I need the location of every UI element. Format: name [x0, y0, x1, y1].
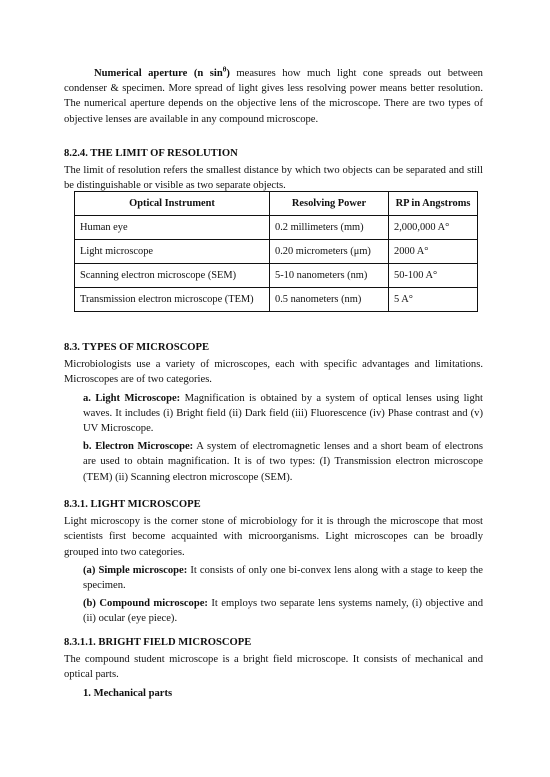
section-paragraph: The compound student microscope is a bright field microscope. It consists of mechanical and optical parts.	[64, 654, 483, 681]
list-item: a. Light Microscope: Magnification is obtained by a system of optical lenses using light waves. It includes (i) Bright field (ii) Dark field (iii) Fluorescence (iv) Phase contrast and (v) UV Microscope.	[83, 392, 483, 435]
table-cell: 2000 A°	[389, 240, 478, 264]
table-cell: 50-100 A°	[389, 264, 478, 288]
section-paragraph: The limit of resolution refers the smallest distance by which two objects can be separated and still be distinguishable or visible as two separate objects.	[64, 165, 483, 192]
table-cell: 0.5 nanometers (nm)	[270, 288, 389, 312]
intro-paragraph: Numerical aperture (n $\sin^\theta$) measures how much light cone spreads out between condenser & specimen. More spread of light gives less resolving power means better resolution. The numerical aperture depends on the objective lens of the microscope. There are two types of objective lenses are available in any compound microscope.	[64, 65, 483, 125]
section-heading: 8.3.1.1. BRIGHT FIELD MICROSCOPE	[64, 637, 252, 648]
table-row	[75, 216, 478, 240]
numerical-aperture-term: Numerical aperture (n $\sin^\theta$)	[94, 65, 230, 79]
table-row	[75, 264, 478, 288]
table-row	[75, 240, 478, 264]
column-header: Resolving Power	[270, 192, 389, 216]
list-item: (b) Compound microscope: It employs two separate lens systems namely, (i) objective and (ii) ocular (eye piece).	[83, 598, 483, 625]
table-cell: 5-10 nanometers (nm)	[270, 264, 389, 288]
section-8-3	[64, 340, 483, 485]
section-heading: 8.3.1. LIGHT MICROSCOPE	[64, 499, 201, 510]
table-header-row	[75, 192, 478, 216]
section-paragraph: Microbiologists use a variety of microscopes, each with specific advantages and limitations. Microscopes are of two categories.	[64, 359, 483, 386]
column-header: Optical Instrument	[75, 192, 270, 216]
table-row	[75, 288, 478, 312]
section-heading: 8.3. TYPES OF MICROSCOPE	[64, 342, 210, 353]
table-cell: 5 A°	[389, 288, 478, 312]
table-cell: Light microscope	[75, 240, 270, 264]
section-heading: 8.2.4. THE LIMIT OF RESOLUTION	[64, 148, 238, 159]
list-item: 1. Mechanical parts	[83, 687, 173, 699]
section-8-3-1	[64, 497, 483, 627]
section-8-2-4	[64, 146, 483, 194]
table-cell: Human eye	[75, 216, 270, 240]
section-paragraph: Light microscopy is the corner stone of microbiology for it is through the microscope that most scientists first become acquainted with microorganisms. Light microscopes can be broadly grouped into two categories.	[64, 516, 483, 558]
table-cell: Transmission electron microscope (TEM)	[75, 288, 270, 312]
list-item: b. Electron Microscope: A system of electromagnetic lenses and a short beam of electrons are used to obtain magnification. It is of two types: (I) Transmission electron microscope (TEM) (ii) Scanning electron microscope (SEM).	[83, 441, 483, 483]
column-header: RP in Angstroms	[389, 192, 478, 216]
table-cell: 0.2 millimeters (mm)	[270, 216, 389, 240]
list-item: (a) Simple microscope: It consists of only one bi-convex lens along with a stage to keep the specimen.	[83, 564, 483, 592]
resolution-table	[74, 191, 478, 312]
section-8-3-1-1	[64, 635, 483, 701]
table-cell: 0.20 micrometers (μm)	[270, 240, 389, 264]
table-cell: 2,000,000 A°	[389, 216, 478, 240]
table-cell: Scanning electron microscope (SEM)	[75, 264, 270, 288]
